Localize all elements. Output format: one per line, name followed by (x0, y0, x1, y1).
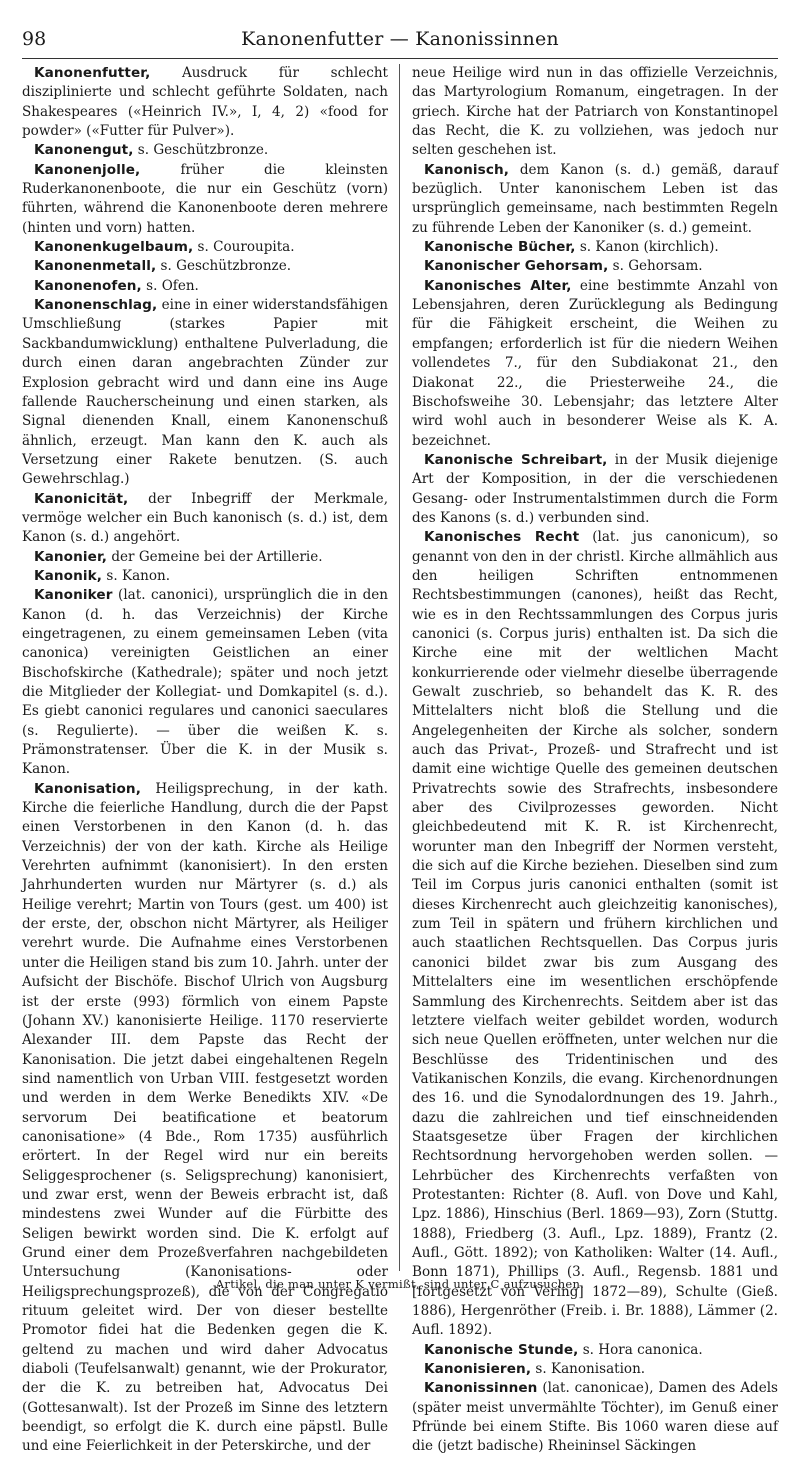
entry-headword: Kanonische Schreibart, (424, 451, 608, 468)
dictionary-entry (412, 1341, 778, 1360)
entry-text: s. Hora canonica. (578, 1341, 703, 1358)
entry-headword: Kanonenofen, (34, 277, 142, 294)
entry-text: der Inbegriff der Merkmale, vermöge welcher ein Buch kanonisch (s. d.) ist, dem Kanon (s. d.) angehört. (22, 490, 388, 546)
dictionary-entry (22, 238, 388, 257)
entry-text: dem Kanon (s. d.) gemäß, darauf bezüglich. Unter kanonischem Leben ist das ursprünglich gemeinsame, nach bestimmten Regeln zu führende Leben der Kanoniker (s. d.) gemeint. (412, 161, 778, 236)
dictionary-entry (22, 296, 388, 489)
entry-text: neue Heilige wird nun in das offizielle Verzeichnis, das Martyrologium Romanum, eingetragen. In der griech. Kirche hat der Patriarch von Konstantinopel das Recht, die K. zu vollziehen, was jedoch nur selten geschehen ist. (412, 65, 778, 159)
entry-text: Heiligsprechung, in der kath. Kirche die feierliche Handlung, durch die der Papst einen Verstorbenen in den Kanon (d. h. das Verzeichnis) der von der kath. Kirche als Heilige Verehrten aufnimmt (kanonisiert). In den ersten Jahrhunderten wurden nur Märtyrer (s. d.) als Heilige verehrt; Martin von Tours (gest. um 400) ist der erste, der, obschon nicht Märtyrer, als Heiliger verehrt wurde. Die Aufnahme eines Verstorbenen unter die Heiligen stand bis zum 10. Jahrh. unter der Aufsicht der Bischöfe. Bischof Ulrich von Augsburg ist der erste (993) förmlich von einem Papste (Johann XV.) kanonisierte Heilige. 1170 reservierte Alexander III. dem Papste das Recht der Kanonisation. Die jetzt dabei eingehaltenen Regeln sind namentlich von Urban VIII. festgesetzt worden und werden in dem Werke Benedikts XIV. «De servorum Dei beatificatione et beatorum canonisatione» (4 Bde., Rom 1735) ausführlich erörtert. In der Regel wird nur ein bereits Seliggesprochener (s. Seligsprechung) kanonisiert, und zwar erst, wenn der Beweis erbracht ist, daß mindestens zwei Wunder auf die Fürbitte des Seligen bewirkt worden sind. Die K. erfolgt auf Grund einer dem Prozeßverfahren nachgebildeten Untersuchung (Kanonisations- oder Heiligsprechungsprozeß), die von der Congregatio rituum geleitet wird. Der von dieser bestellte Promotor fidei hat die Bedenken gegen die K. geltend zu machen und wird daher Advocatus diaboli (Teufelsanwalt) genannt, wie der Prokurator, der die K. zu betreiben hat, Advocatus Dei (Gottesanwalt). Ist der Prozeß im Sinne des letztern beendigt, so erfolgt die K. durch eine päpstl. Bulle und eine Feierlichkeit in der Peterskirche, und der (22, 780, 388, 1455)
dictionary-entry (412, 257, 778, 276)
entry-headword: Kanonenmetall, (34, 258, 157, 275)
entry-text: früher die kleinsten Ruderkanonenboote, die nur ein Geschütz (vorn) führten, während die Kanonenboote deren mehrere (hinten und vorn) hatten. (22, 161, 388, 236)
entry-text: Ausdruck für schlecht disziplinierte und schlecht geführte Soldaten, nach Shakespeares («Heinrich IV.», I, 4, 2) «food for powder» («Futter für Pulver»). (22, 65, 388, 140)
entry-headword: Kanonenfutter, (34, 65, 151, 81)
dictionary-entry (22, 64, 388, 141)
entry-text: (lat. canonicae), Damen des Adels (später meist unvermählte Töchter), im Genuß einer Pfründe bei einem Stifte. Bis 1060 waren diese auf die (jetzt badische) Rheininsel Säckingen (412, 1380, 778, 1455)
entry-headword: Kanonische Stunde, (424, 1341, 579, 1358)
dictionary-entry (22, 586, 388, 779)
dictionary-entry (22, 141, 388, 160)
entry-text: eine in einer widerstandsfähigen Umschließung (starkes Papier mit Sackbandumwicklung) enthaltene Pulverladung, die durch einen daran angebrachten Zünder zur Explosion gebracht wird und dann eine ins Auge fallende Raucherscheinung und einen starken, als Signal dienenden Knall, einem Kanonenschuß ähnlich, erzeugt. Man kann den K. auch als Versetzung einer Rakete benutzen. (S. auch Gewehrschlag.) (22, 297, 388, 488)
dictionary-entry (412, 64, 778, 161)
entry-text: s. Couroupita. (193, 239, 295, 256)
entry-text: s. Kanonisation. (531, 1361, 646, 1378)
left-column (22, 64, 388, 1455)
entry-headword: Kanonisch, (424, 161, 510, 178)
entry-headword: Kanonissinnen (424, 1380, 538, 1397)
entry-text: s. Geschützbronze. (156, 258, 292, 275)
entry-headword: Kanonisches Alter, (424, 277, 572, 294)
dictionary-entry (412, 528, 778, 1340)
dictionary-entry (412, 277, 778, 451)
entry-headword: Kanonischer Gehorsam, (424, 258, 609, 275)
entry-headword: Kanoniker (34, 587, 113, 604)
running-title: Kanonenfutter — Kanonissinnen (241, 28, 559, 50)
dictionary-entry (412, 1360, 778, 1379)
dictionary-entry (22, 161, 388, 238)
entry-text: s. Gehorsam. (608, 258, 703, 275)
entry-headword: Kanonengut, (34, 142, 134, 159)
dictionary-entry (412, 238, 778, 257)
entry-headword: Kanonisches Recht (424, 529, 580, 546)
dictionary-entry (412, 451, 778, 528)
entry-headword: Kanonische Bücher, (424, 239, 576, 256)
page-header (22, 24, 778, 59)
dictionary-entry (22, 548, 388, 567)
dictionary-entry (22, 490, 388, 548)
entry-headword: Kanonenschlag, (34, 297, 158, 314)
entry-headword: Kanonenjolle, (34, 161, 141, 178)
entry-text: (lat. canonici), ursprünglich die in den Kanon (d. h. das Verzeichnis) der Kirche eingetragenen, zu einem gemeinsamen Leben (vita canonica) vereinigten Geistlichen an einer Bischofskirche (Kathedrale); später und noch jetzt die Mitglieder der Kollegiat- und Domkapitel (s. d.). Es giebt canonici regulares und canonici saeculares (s. Regulierte). — über die weißen K. s. Prämonstratenser. Über die K. in der Musik s. Kanon. (22, 587, 388, 778)
entry-text: in der Musik diejenige Art der Komposition, in der die verschiedenen Gesang- oder Instrumentalstimmen durch die Form des Kanons (s. d.) verbunden sind. (412, 451, 778, 526)
dictionary-entry (22, 257, 388, 276)
entry-headword: Kanonisieren, (424, 1361, 532, 1378)
entry-headword: Kanonicität, (34, 490, 129, 507)
entry-headword: Kanonier, (34, 548, 108, 565)
entry-text: s. Kanon (kirchlich). (575, 239, 719, 256)
dictionary-entry (412, 161, 778, 238)
dictionary-entry (22, 277, 388, 296)
entry-headword: Kanonik, (34, 567, 103, 584)
entry-headword: Kanonenkugelbaum, (34, 239, 194, 256)
entry-text: der Gemeine bei der Artillerie. (107, 548, 323, 565)
entry-text: s. Ofen. (141, 277, 199, 294)
dictionary-entry (412, 1379, 778, 1456)
column-divider (399, 64, 400, 1271)
dictionary-entry (22, 567, 388, 586)
right-column (412, 64, 778, 1455)
entry-text: s. Kanon. (102, 567, 171, 584)
entry-text: s. Geschützbronze. (133, 142, 269, 159)
entry-text: (lat. jus canonicum), so genannt von den in der christl. Kirche allmählich aus den heiligen Schriften entnommenen Rechtsbestimmungen (canones), heißt das Recht, wie es in den Rechtssammlungen des Corpus juris canonici (s. Corpus juris) enthalten ist. Da sich die Kirche eine mit der weltlichen Macht konkurrierende oder vielmehr dieselbe überragende Gewalt zuschrieb, so behandelt das K. R. des Mittelalters nicht bloß die Stellung und die Angelegenheiten der Kirche als solcher, sondern auch das Privat-, Prozeß- und Strafrecht und ist damit eine wichtige Quelle des gemeinen deutschen Privatrechts sowie des Strafrechts, insbesondere aber des Civilprozesses geworden. Nicht gleichbedeutend mit K. R. ist Kirchenrecht, worunter man den Inbegriff der Normen versteht, die sich auf die Kirche beziehen. Dieselben sind zum Teil im Corpus juris canonici enthalten (somit ist dieses Kirchenrecht auch gleichzeitig kanonisches), zum Teil in spätern und frühern kirchlichen und auch staatlichen Rechtsquellen. Das Corpus juris canonici bildet zwar bis zum Ausgang des Mittelalters eine im wesentlichen erschöpfende Sammlung des Kirchenrechts. Seitdem aber ist das letztere vielfach weiter gebildet worden, wodurch sich neue Quellen eröffneten, unter welchen nur die Beschlüsse des Tridentinischen und des Vatikanischen Konzils, die evang. Kirchenordnungen des 16. und die Synodalordnungen des 19. Jahrh., dazu die zahlreichen und tief einschneidenden Staatsgesetze über Fragen der kirchlichen Rechtsordnung hervorgehoben werden sollen. — Lehrbücher des Kirchenrechts verfaßten von Protestanten: Richter (8. Aufl. von Dove und Kahl, Lpz. 1886), Hinschius (Berl. 1869—93), Zorn (Stuttg. 1888), Friedberg (3. Aufl., Lpz. 1889), Frantz (2. Aufl., Gött. 1892); von Katholiken: Walter (14. Aufl., Bonn 1871), Phillips (3. Aufl., Regensb. 1881 und [fortgesetzt von Vering] 1872—89), Schulte (Gieß. 1886), Hergenröther (Freib. i. Br. 1888), Lämmer (2. Aufl. 1892). (412, 529, 778, 1339)
page-footer-note: Artikel, die man unter K vermißt, sind unter C aufzusuchen. (215, 1277, 585, 1291)
entry-text: eine bestimmte Anzahl von Lebensjahren, deren Zurücklegung als Bedingung für die Fähigkeit erscheint, die Weihen zu empfangen; erforderlich ist für die niedern Weihen vollendetes 7., für den Subdiakonat 21., den Diakonat 22., die Priesterweihe 24., die Bischofsweihe 30. Lebensjahr; das letztere Alter wird wohl auch in besonderer Weise als K. A. bezeichnet. (412, 277, 778, 449)
page-number: 98 (22, 28, 47, 50)
dictionary-entry (22, 780, 388, 1457)
entry-headword: Kanonisation, (34, 780, 141, 797)
